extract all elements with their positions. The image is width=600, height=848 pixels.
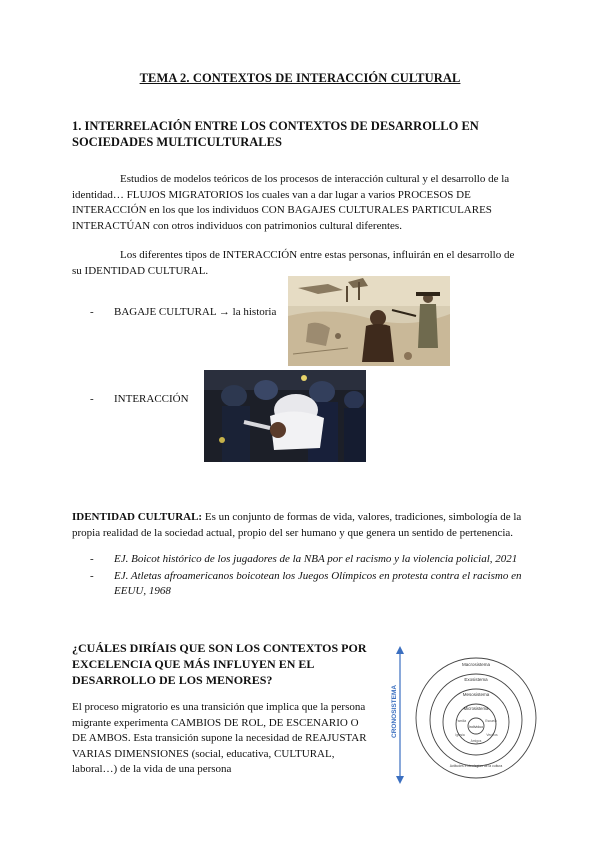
example-text: EJ. Boicot histórico de los jugadores de la NBA por el racismo y la violencia policial, 2021 [114, 553, 518, 565]
example-text: EJ. Atletas afroamericanos boicotean los Juegos Olímpicos en protesta contra el racismo en EEUU, 1968 [114, 569, 522, 597]
bullet-text: INTERACCIÓN [114, 393, 189, 405]
page-title: TEMA 2. CONTEXTOS DE INTERACCIÓN CULTURAL [139, 71, 461, 85]
bullet-dash: - [90, 393, 94, 405]
list-item [90, 552, 530, 568]
paragraph-interaction: Los diferentes tipos de INTERACCIÓN entre estas personas, influirán en el desarrollo de su IDENTIDAD CULTURAL. [72, 249, 515, 277]
question-heading: ¿CUÁLES DIRÍAIS QUE SON LOS CONTEXTOS POR EXCELENCIA QUE MÁS INFLUYEN EN EL DESARROLLO DE LOS MENORES? [72, 641, 367, 687]
familia-label: Familia [455, 719, 467, 723]
identity-label: IDENTIDAD CULTURAL: [72, 511, 203, 523]
paragraph-migration: El proceso migratorio es una transición que implica que la persona migrante experimenta CAMBIOS DE ROL, DE ESCENARIO O DE AMBOS. Esta transición supone la necesidad de REAJUSTAR VARIAS DIMENSIONES (social, educativa, CULTURAL, laboral…) de la vida de una persona [72, 701, 367, 775]
exosistema-label: Exosistema [464, 677, 488, 682]
microsistema-label: Microsistema [463, 706, 489, 711]
identity-definition [72, 510, 524, 541]
individuo-label: Individuo [468, 725, 484, 729]
ecological-systems-diagram [388, 642, 538, 788]
list-dash: - [90, 553, 94, 565]
amigos-label: Amigos [470, 739, 482, 743]
identity-text: Es un conjunto de formas de vida, valores, tradiciones, simbología de la propia realidad de la sociedad actual, propio del ser humano y que genera un sentido de pertenencia. [72, 511, 522, 539]
list-item [90, 569, 530, 600]
list-dash: - [90, 569, 94, 582]
bullet-bagaje [90, 306, 276, 318]
police-arrest-photo [204, 370, 366, 462]
section-heading: 1. INTERRELACIÓN ENTRE LOS CONTEXTOS DE DESARROLLO EN SOCIEDADES MULTICULTURALES [72, 119, 479, 149]
macrosistema-label: Macrosistema [461, 662, 491, 667]
cronosistema-label: CRONOSISTEMA [391, 684, 398, 738]
mesosistema-label: Mesosistema [462, 692, 490, 697]
bullet-interaccion [90, 393, 189, 405]
vecinos-label: Vecinos [486, 733, 498, 737]
escuela-label: Escuela [485, 719, 497, 723]
bullet-dash: - [90, 306, 94, 318]
bullet-text: BAGAJE CULTURAL → la historia [114, 306, 277, 318]
historical-illustration-image [288, 276, 450, 366]
actitudes-label: Actitudes e ideologías de la cultura [449, 764, 503, 768]
paragraph-intro: Estudios de modelos teóricos de los procesos de interacción cultural y el desarrollo de la identidad… FLUJOS MIGRATORIOS los cuales van a dar lugar a varios PROCESOS DE INTERACCIÓN en los que los individuos CON BAGAJES CULTURALES PARTICULARES INTERACTÚAN con otros individuos con patrimonios cultural diferentes. [72, 173, 510, 232]
examples-list [90, 552, 530, 600]
iglesia-label: Iglesia [455, 733, 465, 737]
